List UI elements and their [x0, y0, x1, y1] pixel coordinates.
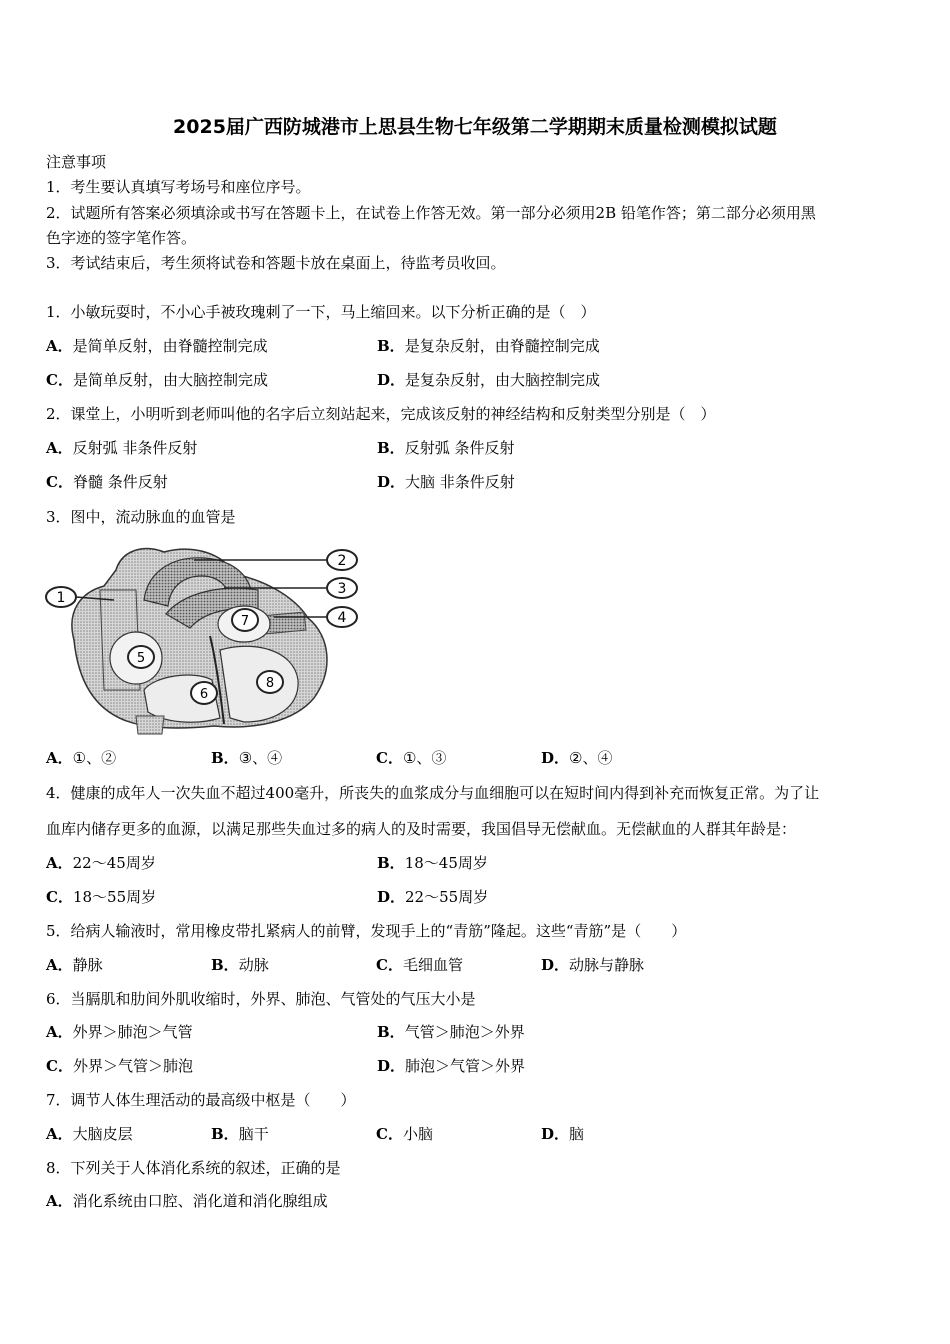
option-d: D．是复杂反射，由大脑控制完成 — [377, 371, 601, 389]
option-a: A．22～45周岁 — [46, 854, 156, 872]
heart-diagram — [44, 540, 364, 735]
figure-label-5 — [128, 646, 154, 668]
option-a: A．静脉 — [46, 956, 103, 974]
svg-text:8: 8 — [265, 676, 275, 691]
option-d: D．动脉与静脉 — [541, 956, 645, 974]
figure-label-7 — [232, 609, 258, 631]
inferior-vena-cava — [136, 716, 164, 734]
option-b: B．动脉 — [211, 956, 269, 974]
option-c: C．毛细血管 — [376, 956, 463, 974]
question-stem-continued: 血库内储存更多的血源，以满足那些失血过多的病人的及时需要，我国倡导无偿献血。无偿献血的人群其年龄是： — [46, 820, 797, 838]
option-b: B．18～45周岁 — [377, 854, 488, 872]
option-a: A．消化系统由口腔、消化道和消化腺组成 — [46, 1192, 328, 1210]
question-stem: 5．给病人输液时，常用橡皮带扎紧病人的前臂，发现手上的“青筋”隆起。这些“青筋”是（ ） — [46, 922, 687, 940]
question-stem: 3．图中，流动脉血的血管是 — [46, 508, 236, 526]
option-c: C．是简单反射，由大脑控制完成 — [46, 371, 268, 389]
question-stem: 8．下列关于人体消化系统的叙述，正确的是 — [46, 1159, 341, 1177]
svg-text:6: 6 — [199, 687, 209, 702]
option-a: A．是简单反射，由脊髓控制完成 — [46, 337, 268, 355]
svg-text:2: 2 — [337, 553, 347, 569]
notice-item: 2．试题所有答案必须填涂或书写在答题卡上，在试卷上作答无效。第一部分必须用2B 铅笔作答；第二部分必须用黑 — [46, 204, 816, 222]
option-d: D．22～55周岁 — [377, 888, 489, 906]
option-b: B．气管＞肺泡＞外界 — [377, 1023, 525, 1041]
question-stem: 6．当膈肌和肋间外肌收缩时，外界、肺泡、气管处的气压大小是 — [46, 990, 476, 1008]
svg-text:4: 4 — [337, 610, 347, 626]
figure-label-6 — [191, 682, 217, 704]
option-c: C．①、③ — [376, 749, 447, 767]
figure-label-8 — [257, 671, 283, 693]
option-b: B．反射弧 条件反射 — [377, 439, 515, 457]
svg-text:3: 3 — [337, 581, 347, 597]
notice-item: 3．考试结束后，考生须将试卷和答题卡放在桌面上，待监考员收回。 — [46, 254, 506, 272]
svg-text:7: 7 — [240, 614, 250, 629]
option-c: C．脊髓 条件反射 — [46, 473, 168, 491]
question-stem: 1．小敏玩耍时，不小心手被玫瑰刺了一下，马上缩回来。以下分析正确的是（ ） — [46, 303, 596, 321]
page-title: 2025届广西防城港市上思县生物七年级第二学期期末质量检测模拟试题 — [173, 116, 777, 138]
option-a: A．大脑皮层 — [46, 1125, 133, 1143]
option-b: B．是复杂反射，由脊髓控制完成 — [377, 337, 600, 355]
question-stem: 7．调节人体生理活动的最高级中枢是（ ） — [46, 1091, 356, 1109]
option-a: A．①、② — [46, 749, 117, 767]
option-c: C．18～55周岁 — [46, 888, 157, 906]
svg-text:1: 1 — [56, 590, 66, 606]
option-a: A．反射弧 非条件反射 — [46, 439, 198, 457]
option-a: A．外界＞肺泡＞气管 — [46, 1023, 193, 1041]
notice-item: 1．考生要认真填写考场号和座位序号。 — [46, 178, 311, 196]
option-d: D．大脑 非条件反射 — [377, 473, 515, 491]
question-stem: 4．健康的成年人一次失血不超过400毫升，所丧失的血浆成分与血细胞可以在短时间内得到补充而恢复正常。为了让 — [46, 784, 820, 802]
option-c: C．小脑 — [376, 1125, 433, 1143]
option-d: D．脑 — [541, 1125, 585, 1143]
question-stem: 2．课堂上，小明听到老师叫他的名字后立刻站起来，完成该反射的神经结构和反射类型分别是（ ） — [46, 405, 716, 423]
notice-heading: 注意事项 — [46, 153, 107, 171]
option-b: B．脑干 — [211, 1125, 269, 1143]
option-b: B．③、④ — [211, 749, 283, 767]
option-d: D．肺泡＞气管＞外界 — [377, 1057, 526, 1075]
svg-text:5: 5 — [136, 651, 146, 666]
option-d: D．②、④ — [541, 749, 613, 767]
option-c: C．外界＞气管＞肺泡 — [46, 1057, 193, 1075]
notice-item: 色字迹的签字笔作答。 — [46, 229, 197, 247]
